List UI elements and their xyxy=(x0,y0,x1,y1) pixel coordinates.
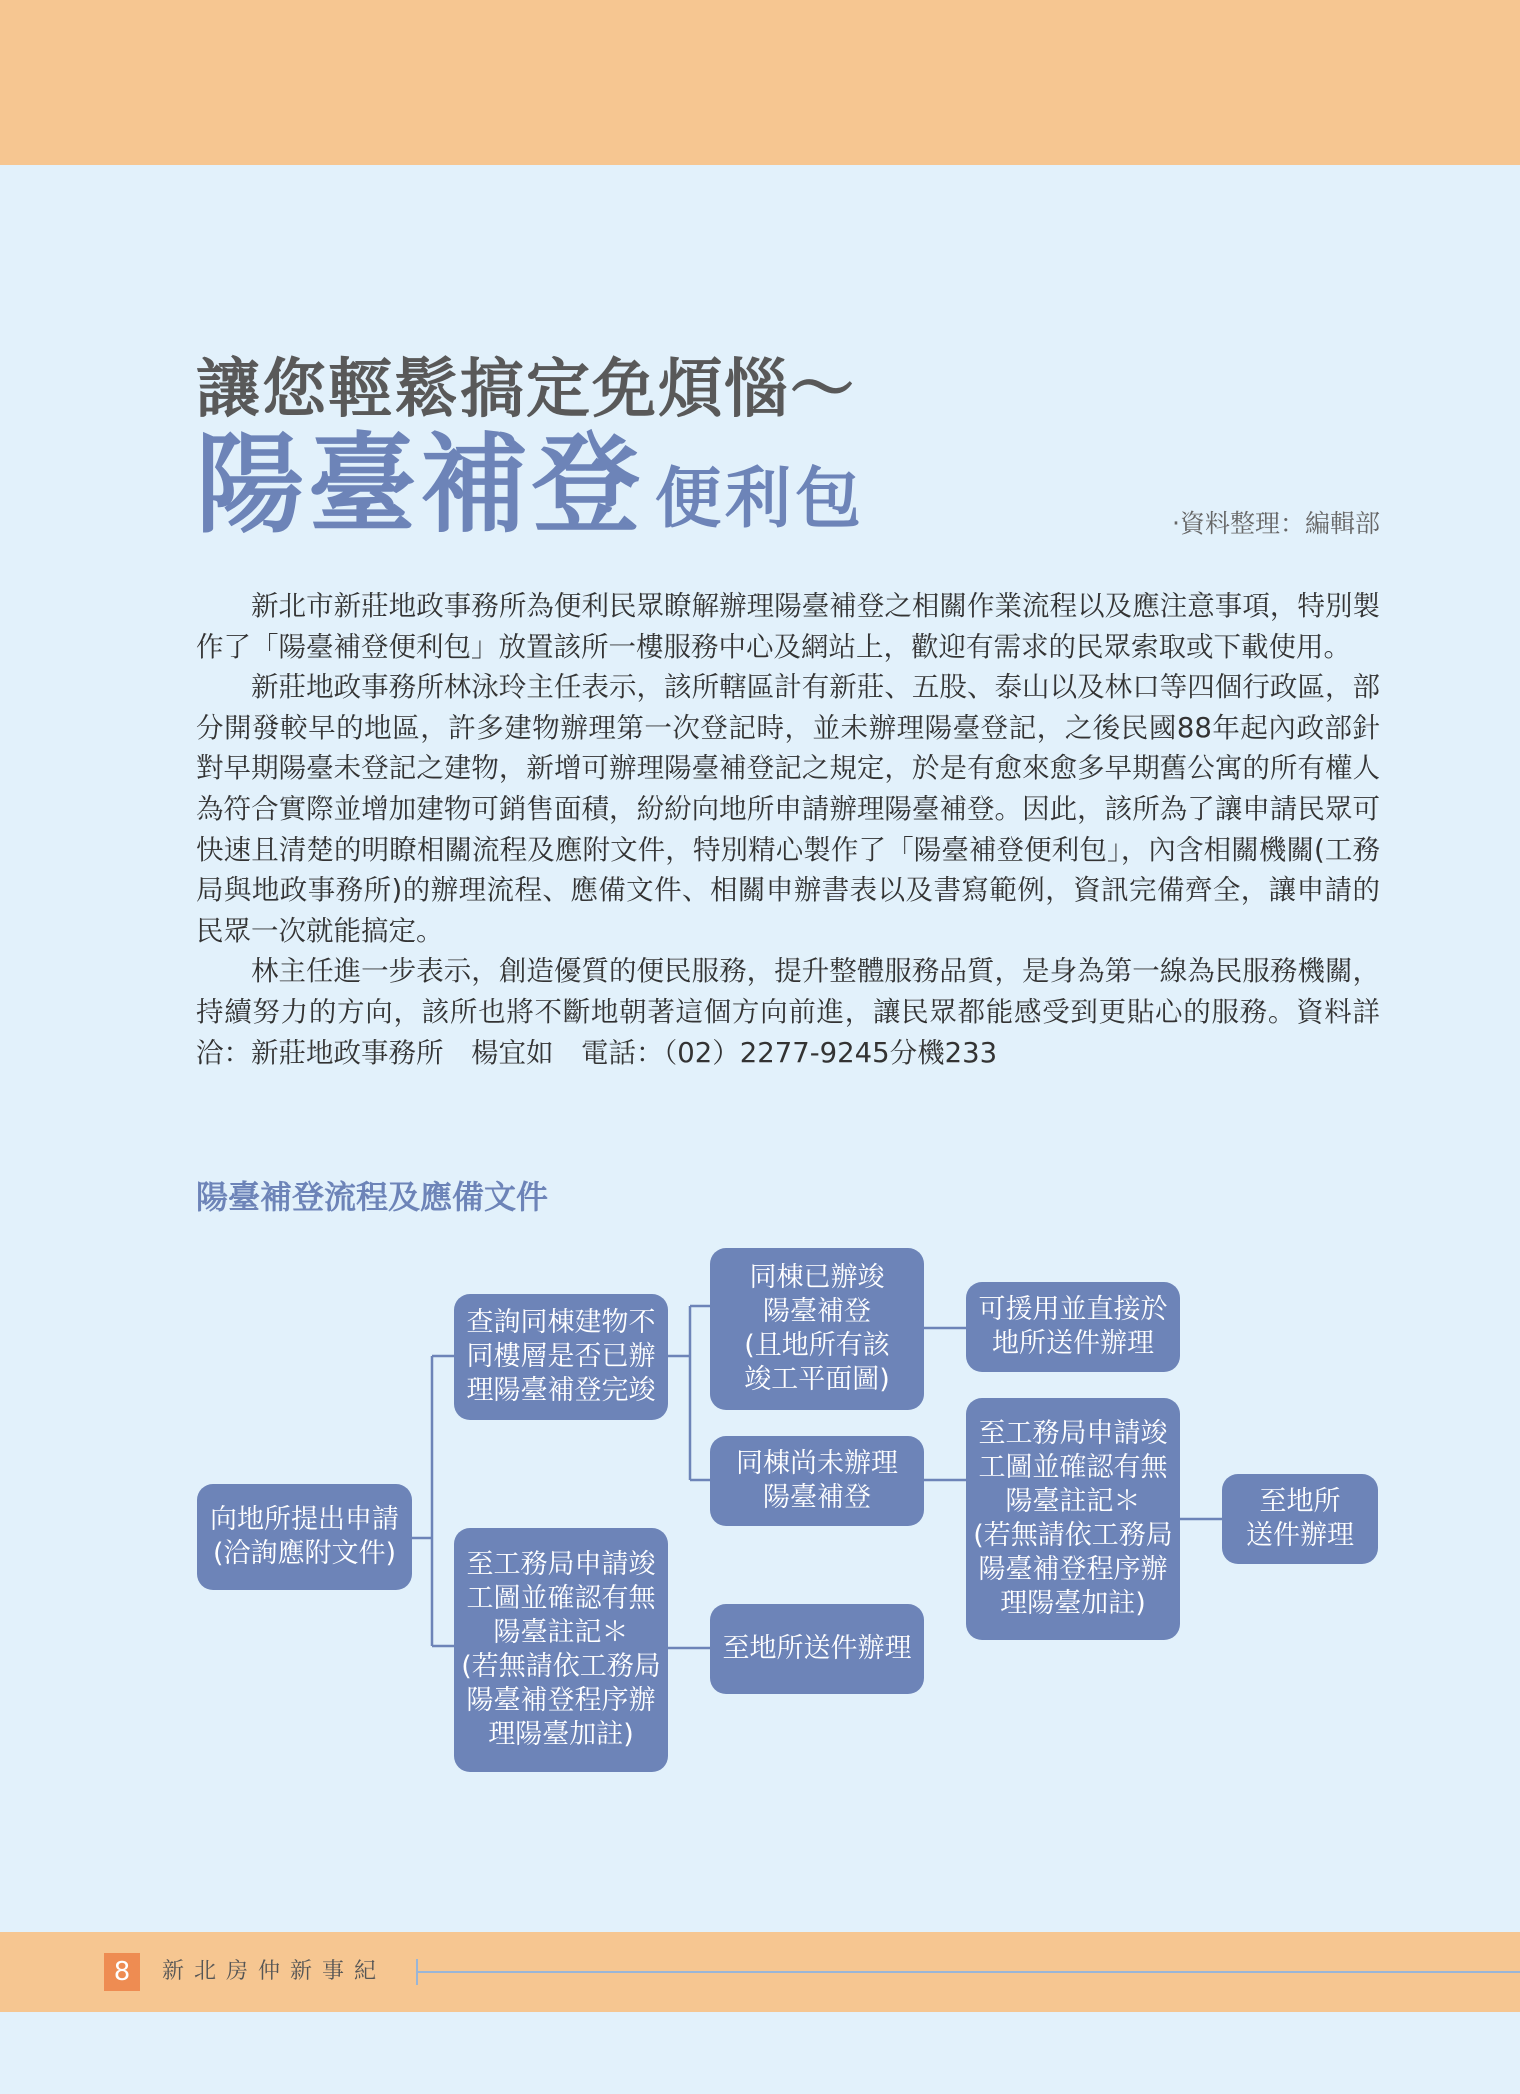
flow-node-public-works-apply-b: 至工務局申請竣 工圖並確認有無 陽臺註記＊ (若無請依工務局 陽臺補登程序辦 理陽臺加註) xyxy=(966,1398,1180,1640)
flow-node-apply: 向地所提出申請 (洽詢應附文件) xyxy=(197,1484,412,1590)
page-number: 8 xyxy=(104,1953,140,1991)
article-title: 陽臺補登 xyxy=(196,423,645,548)
article-paragraph-1: 新北市新莊地政事務所為便利民眾瞭解辦理陽臺補登之相關作業流程以及應注意事項，特別製作了「陽臺補登便利包」放置該所一樓服務中心及網站上，歡迎有需求的民眾索取或下載使用。 xyxy=(196,590,1380,663)
flow-node-submit-a: 至地所送件辦理 xyxy=(710,1604,924,1694)
article-paragraph-3: 林主任進一步表示，創造優質的便民服務，提升整體服務品質，是身為第一線為民服務機關，持續努力的方向，該所也將不斷地朝著這個方向前進，讓民眾都能感受到更貼心的服務。資料詳洽：新莊地政事務所 楊宜如 電話：（02）2277-9245分機233 xyxy=(196,955,1380,1069)
flowchart-heading: 陽臺補登流程及應備文件 xyxy=(196,1178,549,1216)
flow-node-query-same-building: 查詢同棟建物不 同樓層是否已辦 理陽臺補登完竣 xyxy=(454,1294,668,1420)
article-subtitle: 讓您輕鬆搞定免煩惱～ xyxy=(196,353,856,427)
flow-node-reuse-submit: 可援用並直接於 地所送件辦理 xyxy=(966,1282,1180,1372)
flow-node-already-registered: 同棟已辦竣 陽臺補登 (且地所有該 竣工平面圖) xyxy=(710,1248,924,1410)
flow-node-submit-b: 至地所 送件辦理 xyxy=(1222,1474,1378,1564)
article-paragraph-2: 新莊地政事務所林泳玲主任表示，該所轄區計有新莊、五股、泰山以及林口等四個行政區，部分開發較早的地區，許多建物辦理第一次登記時，並未辦理陽臺登記，之後民國88年起內政部針對早期陽臺未登記之建物，新增可辦理陽臺補登記之規定，於是有愈來愈多早期舊公寓的所有權人為符合實際並增加建物可銷售面積，紛紛向地所申請辦理陽臺補登。因此，該所為了讓申請民眾可快速且清楚的明瞭相關流程及應附文件，特別精心製作了「陽臺補登便利包」，內含相關機關(工務局與地政事務所)的辦理流程、應備文件、相關申辦書表以及書寫範例，資訊完備齊全，讓申請的民眾一次就能搞定。 xyxy=(196,671,1380,947)
publication-title: 新北房仲新事紀 xyxy=(162,1959,387,1984)
footer-rule xyxy=(418,1971,1520,1973)
article-title-suffix: 便利包 xyxy=(655,460,865,537)
article-byline: ‧資料整理：編輯部 xyxy=(1172,509,1380,538)
flow-node-public-works-apply-a: 至工務局申請竣 工圖並確認有無 陽臺註記＊ (若無請依工務局 陽臺補登程序辦 理陽臺加註) xyxy=(454,1528,668,1772)
flow-node-not-yet-registered: 同棟尚未辦理 陽臺補登 xyxy=(710,1436,924,1526)
